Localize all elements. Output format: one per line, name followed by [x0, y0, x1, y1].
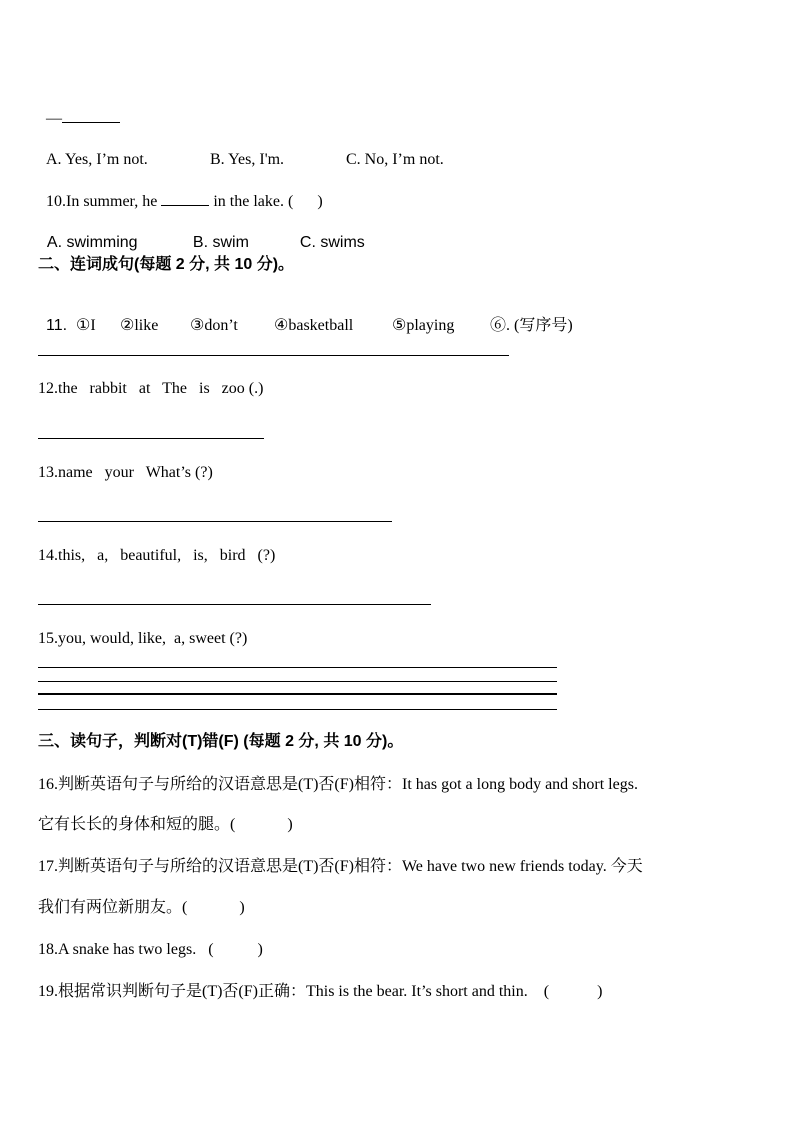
q10-option-b[interactable]: B. swim — [192, 234, 249, 251]
q10-prefix: 10.In summer, he — [46, 193, 158, 210]
q9-blank[interactable] — [62, 108, 120, 123]
q15-answer-line-1[interactable] — [38, 667, 557, 668]
q15-answer-line-3[interactable] — [38, 693, 557, 695]
q10-option-a[interactable]: A. swimming — [46, 234, 138, 251]
section-2-heading: 二、连词成句(每题 2 分, 共 10 分)。 — [38, 256, 295, 273]
q9-options — [38, 130, 444, 170]
q15-answer-line-4[interactable] — [38, 709, 557, 710]
q11-question — [38, 296, 573, 336]
q17-line-1: 17.判断英语句子与所给的汉语意思是(T)否(F)相符：We have two new friends today. 今天 — [38, 858, 643, 875]
q12-answer-line[interactable] — [38, 438, 264, 439]
q10-suffix: in the lake. ( ) — [213, 193, 323, 210]
q14-question: 14.this, a, beautiful, is, bird (?) — [38, 547, 276, 564]
q11-word-4: ④basketball — [274, 317, 354, 334]
q16-line-1: 16.判断英语句子与所给的汉语意思是(T)否(F)相符：It has got a long body and short legs. — [38, 776, 638, 793]
q10-option-c[interactable]: C. swims — [299, 234, 365, 251]
q13-question: 13.name your What’s (?) — [38, 464, 213, 481]
q11-word-2: ②like — [120, 317, 159, 334]
q15-answer-line-2[interactable] — [38, 681, 557, 682]
q15-question: 15.you, would, like, a, sweet (?) — [38, 630, 248, 647]
q10-question — [38, 171, 323, 212]
q16-line-2: 它有长长的身体和短的腿。( ) — [38, 816, 293, 833]
section-3-heading: 三、读句子，判断对(T)错(F) (每题 2 分, 共 10 分)。 — [38, 733, 404, 750]
q9-option-c[interactable]: C. No, I’m not. — [346, 151, 444, 168]
q11-word-6: ⑥. (写序号) — [490, 317, 573, 334]
q14-answer-line[interactable] — [38, 604, 431, 605]
q11-number: 11. — [46, 317, 68, 334]
q9-dash: — — [46, 110, 62, 127]
q19-question: 19.根据常识判断句子是(T)否(F)正确：This is the bear. It’s short and thin. ( ) — [38, 983, 603, 1000]
q11-word-3: ③don’t — [190, 317, 238, 334]
q10-blank[interactable] — [161, 191, 209, 206]
q10-options — [38, 213, 365, 253]
q17-line-2: 我们有两位新朋友。( ) — [38, 899, 245, 916]
q12-question: 12.the rabbit at The is zoo (.) — [38, 380, 264, 397]
q18-question: 18.A snake has two legs. ( ) — [38, 941, 263, 958]
q9-answer-line — [38, 88, 120, 129]
q9-option-b[interactable]: B. Yes, I'm. — [210, 151, 285, 168]
q11-answer-line[interactable] — [38, 355, 509, 356]
q13-answer-line[interactable] — [38, 521, 392, 522]
q11-word-1: ①I — [76, 317, 96, 334]
q11-word-5: ⑤playing — [392, 317, 455, 334]
q9-option-a[interactable]: A. Yes, I’m not. — [46, 151, 148, 168]
